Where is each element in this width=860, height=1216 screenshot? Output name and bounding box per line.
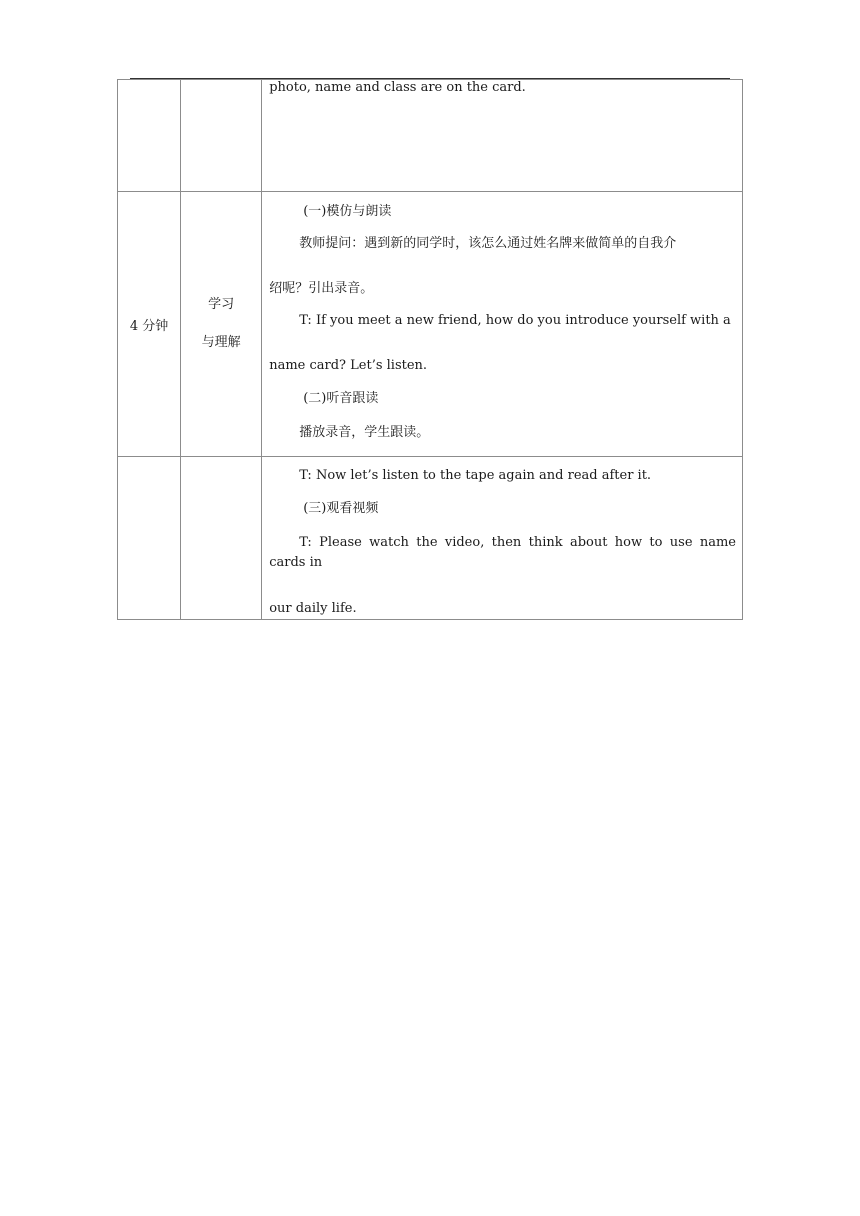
content-line: 教师提问：遇到新的同学时，该怎么通过姓名牌来做简单的自我介 <box>299 236 677 251</box>
content-line: 播放录音，学生跟读。 <box>299 425 430 440</box>
stage-cell <box>181 457 262 620</box>
section-heading-watch-video: (三)观看视频 <box>303 501 379 516</box>
time-label: 4 分钟 <box>129 318 169 334</box>
table-row <box>118 80 743 192</box>
content-cell <box>262 80 743 192</box>
stage-cell <box>181 192 262 457</box>
content-line: T: Now let’s listen to the tape again and read after it. <box>299 468 652 483</box>
content-line: T: Please watch the video, then think about how to use name cards in <box>269 535 736 570</box>
section-heading-imitate-read: (一)模仿与朗读 <box>303 204 392 219</box>
time-cell <box>118 80 181 192</box>
lesson-plan-table <box>117 79 743 620</box>
stage-cell <box>181 80 262 192</box>
table-row <box>118 457 743 620</box>
content-line: photo, name and class are on the card. <box>269 80 526 95</box>
content-line: T: If you meet a new friend, how do you introduce yourself with a <box>299 313 731 328</box>
stage-label-line-2: 与理解 <box>201 335 241 350</box>
table-row <box>118 192 743 457</box>
content-line: name card? Let’s listen. <box>269 358 428 373</box>
content-line: 绍呢？引出录音。 <box>269 281 374 296</box>
time-cell <box>118 457 181 620</box>
stage-label-line-1: 学习 <box>208 297 235 312</box>
time-cell <box>118 192 181 457</box>
content-cell <box>262 192 743 457</box>
content-cell <box>262 457 743 620</box>
content-line: our daily life. <box>269 601 357 616</box>
section-heading-listen-repeat: (二)听音跟读 <box>303 391 379 406</box>
